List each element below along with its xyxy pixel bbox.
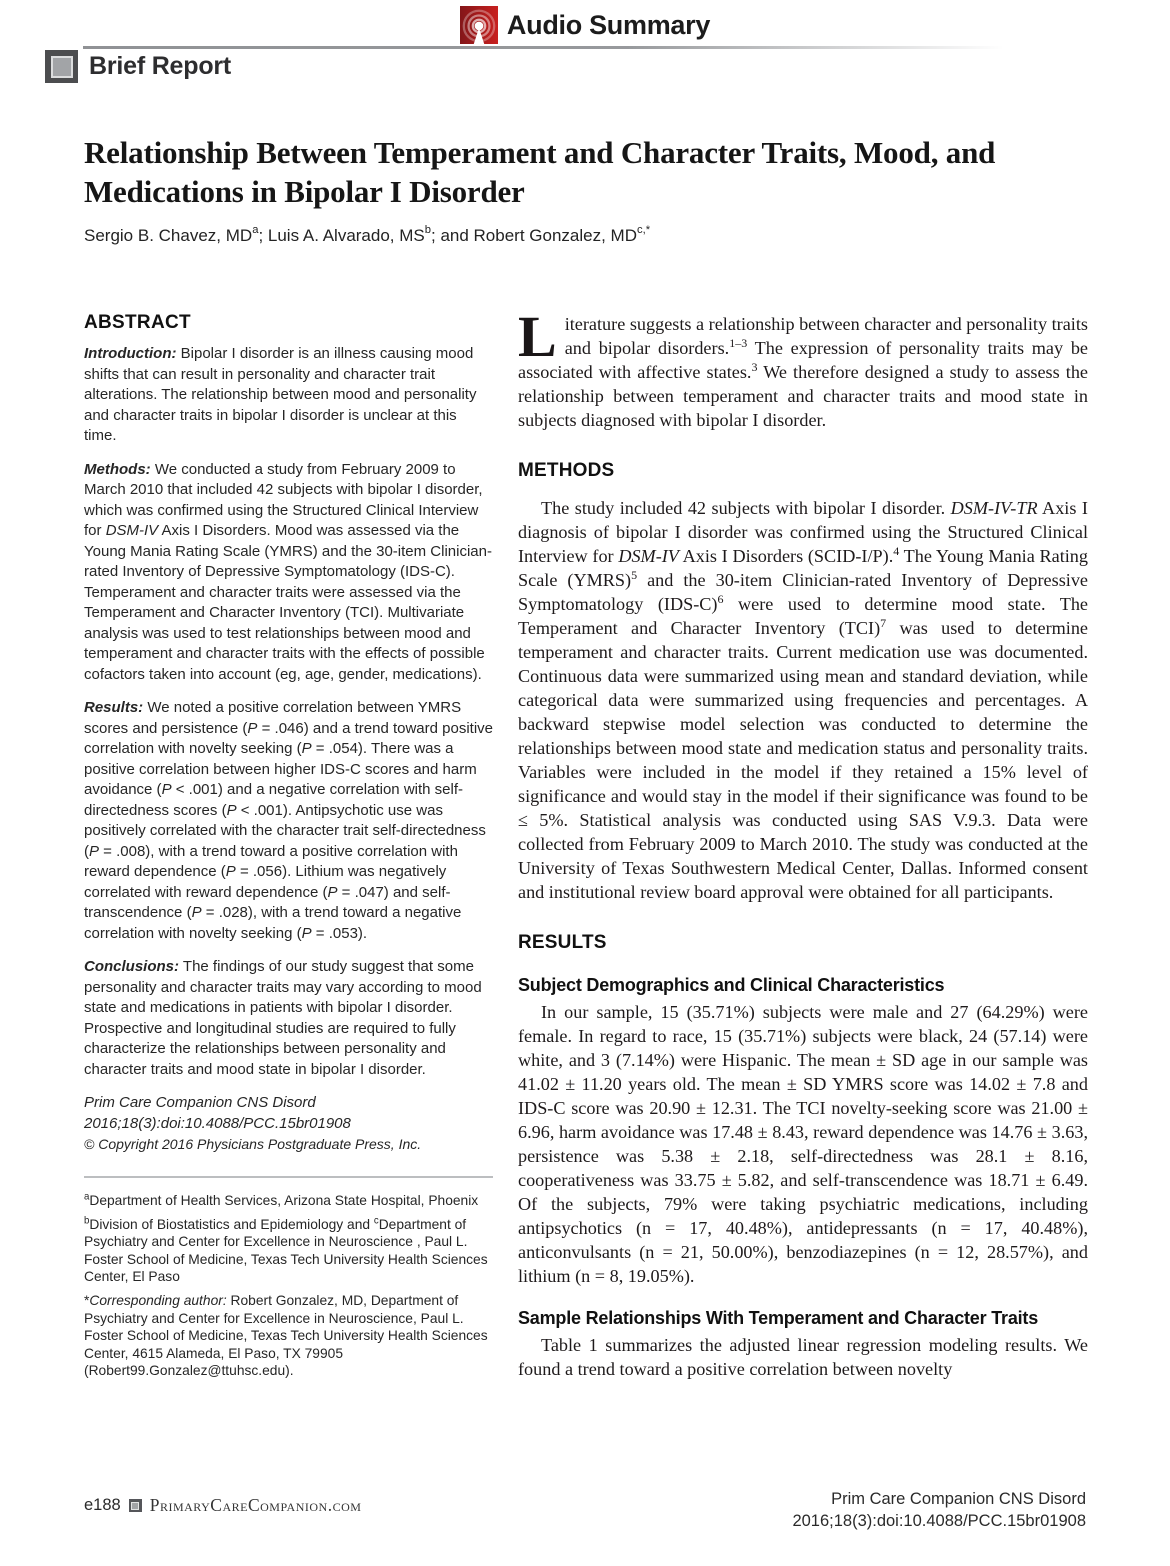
page-number: e188 [84,1496,121,1514]
article-type-kicker [45,50,231,83]
results-heading: RESULTS [518,932,607,953]
footer-site-link[interactable]: PrimaryCareCompanion.com [149,1495,362,1515]
footer-left [84,1495,361,1516]
methods-heading: METHODS [518,460,615,481]
footer-journal-info [792,1489,1086,1532]
affiliation-b-c: $^b$Division of Biostatistics and Epidemiology and $^c$Department of Psychiatry and Center for Excellence in Neuroscience , Paul L. Foster School of Medicine, Texas Tech University Health Sciences Center, El Paso [84,1215,488,1285]
abstract-methods [84,460,493,686]
intro-paragraph-text: iterature suggests a relationship between character and personality traits and bipolar disorders.$^{1-3}$ The expression of personality traits may be associated with affective states.$^3$ We therefore designed a study to assess the relationship between temperament and character traits and mood state in subjects diagnosed with bipolar I disorder. [518,314,1089,430]
corresponding-author-note: *Corresponding author: Robert Gonzalez, MD, Department of Psychiatry and Center for Excellence in Neuroscience, Paul L. Foster School of Medicine, Texas Tech University Health Sciences Center, 4615 Alameda, El Paso, TX 79905 (Robert99.Gonzalez@ttuhsc.edu). [84,1292,488,1379]
copyright-line: © Copyright 2016 Physicians Postgraduate Press, Inc. [84,1136,422,1152]
journal-citation-line2: 2016;18(3):doi:10.4088/PCC.15br01908 [84,1114,351,1132]
intro-paragraph [518,304,1089,432]
audio-summary-label: Audio Summary [506,9,711,40]
article-type-label: Brief Report [89,52,232,80]
footer-journal-name: Prim Care Companion CNS Disord [831,1490,1086,1508]
demographics-paragraph: In our sample, 15 (35.71%) subjects were male and 27 (64.29%) were female. In regard to race, 15 (35.71%) subjects were black, 24 (57.14) were white, and 3 (7.14%) were Hispanic. The mean ± SD age in our sample was 41.02 ± 11.20 years old. The mean ± SD YMRS score was 14.02 ± 7.8 and IDS-C score was 20.90 ± 12.31. The TCI novelty-seeking score was 21.00 ± 6.96, harm avoidance was 17.48 ± 8.43, reward dependence was 14.76 ± 3.63, persistence was 5.38 ± 2.18, self-directedness was 28.1 ± 8.16, cooperativeness was 33.75 ± 5.82, and self-transcendence was 18.71 ± 6.49. Of the subjects, 79% were taking psychiatric medications, including antipsychotics (n = 17, 40.48%), antidepressants (n = 17, 40.48%), anticonvulsants (n = 21, 50.00%), benzodiazepines (n = 12, 28.57%), and lithium (n = 8, 19.05%). [518,1002,1088,1286]
abstract-heading: ABSTRACT [84,312,191,333]
abstract-introduction-text: Bipolar I disorder is an illness causing mood shifts that can result in personality and character trait alterations. The relationship between mood and personality and character traits in bipolar I disorder is unclear at this time. [84,345,477,444]
drop-cap: L [518,304,557,369]
abstract-results-text: We noted a positive correlation between YMRS scores and persistence (P = .046) and a trend toward positive correlation with novelty seeking (P = .054). There was a positive correlation between higher IDS-C scores and harm avoidance (P < .001) and a negative correlation with self-directedness scores (P < .001). Antipsychotic use was positively correlated with the character trait self-directedness (P = .008), with a trend toward a positive correlation with reward dependence (P = .056). Lithium was negatively correlated with reward dependence (P = .047) and self-transcendence (P = .028), with a trend toward a negative correlation with novelty seeking (P = .053). [84,699,493,942]
article-title: Relationship Between Temperament and Character Traits, Mood, and Medications in Bipolar I Disorder [84,135,996,209]
two-column-body [84,304,1170,1386]
sample-relationships-subheading: Sample Relationships With Temperament and Character Traits [518,1308,1039,1328]
abstract-results-label: Results: [84,699,144,716]
audio-summary-icon [460,6,498,44]
audio-summary-banner[interactable] [0,0,1170,45]
abstract-conclusions-text: The findings of our study suggest that some personality and character traits may vary according to mood state and medications in patients with bipolar I disorder. Prospective and longitudinal studies are required to fully characterize the relationships between personality and character traits and mood state in bipolar I disorder. [84,958,482,1078]
abstract-results [84,698,493,944]
abstract-methods-text: We conducted a study from February 2009 to March 2010 that included 42 subjects with bipolar I disorder, which was confirmed using the Structured Clinical Interview for DSM-IV Axis I Disorders. Mood was assessed via the Young Mania Rating Scale (YMRS) and the 30-item Clinician-rated Inventory of Depressive Symptomatology (IDS-C). Temperament and character traits were assessed via the Temperament and Character Inventory (TCI). Multivariate analysis was used to test relationships between mood and temperament and character traits with the effects of possible cofactors taken into account (eg, age, gender, medications). [84,460,492,683]
abstract-introduction [84,344,493,447]
abstract-conclusions [84,957,493,1080]
header-rule [83,46,1073,49]
main-text-column [518,304,1089,1381]
abstract-introduction-label: Introduction: [84,345,177,362]
methods-paragraph: The study included 42 subjects with bipolar I disorder. DSM-IV-TR Axis I diagnosis of bipolar I disorder was confirmed using the Structured Clinical Interview for DSM-IV Axis I Disorders (SCID-I/P).$^4$ The Young Mania Rating Scale (YMRS)$^5$ and the 30-item Clinician-rated Inventory of Depressive Symptomatology $(IDS-C)^6$ were used to determine mood state. The Temperament and Character Inventory (TCI)$^7$ was used to determine temperament and character traits. Current medication use was documented. Continuous data were summarized using mean and standard deviation, while categorical data were summarized using frequencies and percentages. A backward stepwise model selection was conducted to determine the relationships between mood state and medication status and personality traits. Variables were included in the model if they retained a 15% level of significance and would stay in the model if their significance was found to be ≤ 5%. Statistical analysis was conducted using SAS V.9.3. Data were collected from February 2009 to March 2010. The study was conducted at the University of Texas Southwestern Medical Center, Dallas. Informed consent and institutional review board approval were obtained for all participants. [518,498,1089,902]
demographics-subheading: Subject Demographics and Clinical Characteristics [518,975,945,995]
brief-report-icon [45,50,78,83]
footer-square-icon [129,1499,142,1512]
abstract-column [84,312,493,1386]
abstract-conclusions-label: Conclusions: [84,958,180,975]
author-byline: Sergio B. Chavez, $MD^a$; Luis A. Alvarado, $MS^b$; and Robert Gonzalez, $MD^{c,*}$ [84,224,651,245]
footnote-separator [84,1176,493,1178]
abstract-methods-label: Methods: [84,460,151,478]
journal-citation [84,1093,493,1134]
footer-journal-doi: 2016;18(3):doi:10.4088/PCC.15br01908 [792,1511,1086,1530]
affiliation-a: $^a$Department of Health Services, Arizona State Hospital, Phoenix [84,1191,479,1208]
sample-relationships-paragraph: Table 1 summarizes the adjusted linear regression modeling results. We found a trend toward a positive correlation between novelty [518,1335,1088,1379]
journal-citation-line1: Prim Care Companion CNS Disord [84,1094,316,1111]
